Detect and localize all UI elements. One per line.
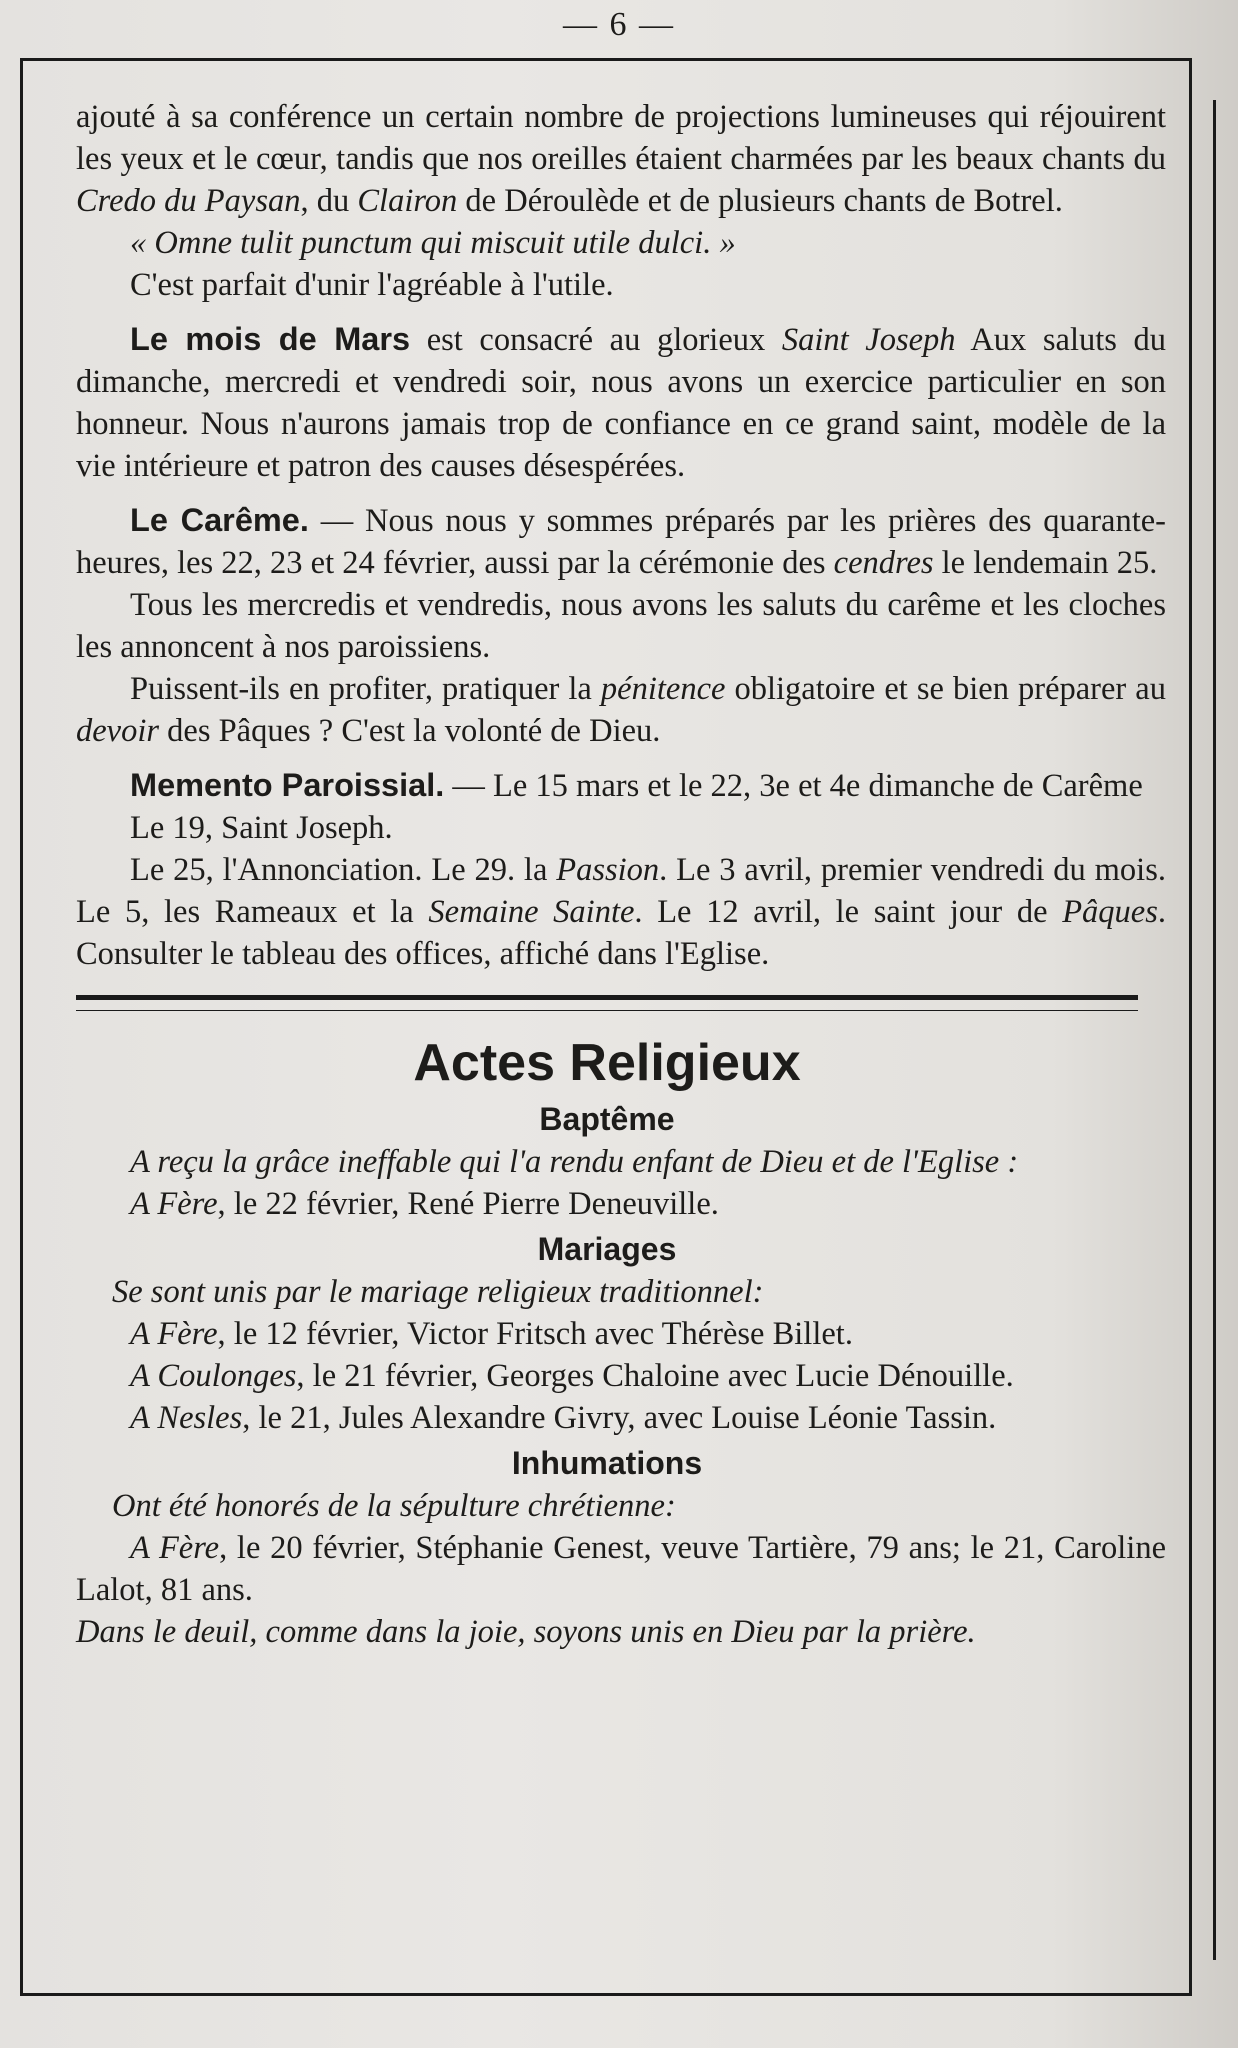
inhumations-intro: Ont été honorés de la sépulture chrétienne: (112, 1488, 676, 1524)
inhumation-entry: A Fère, le 20 février, Stéphanie Genest, veuve Tartière, 79 ans; le 21, Caroline Lalot, 81 ans. (76, 1530, 1166, 1608)
memento-paragraph: Memento Paroissial. — Le 15 mars et le 22, 3e et 4e dimanche de Carême (130, 767, 1143, 804)
mars-heading: Le mois de Mars (130, 321, 411, 357)
memento-saint-joseph: Le 19, Saint Joseph. (130, 810, 393, 846)
page-number: — 6 — (563, 6, 675, 43)
frame-right-rule (1213, 100, 1216, 1960)
careme-saluts: Tous les mercredis et vendredis, nous avons les saluts du carême et les cloches les annoncent à nos paroissiens. (76, 587, 1166, 665)
bapteme-heading: Baptême (539, 1101, 675, 1137)
closing-line: Dans le deuil, comme dans la joie, soyons unis en Dieu par la prière. (76, 1614, 976, 1650)
latin-quote: « Omne tulit punctum qui miscuit utile dulci. » (130, 225, 736, 261)
careme-penitence: Puissent-ils en profiter, pratiquer la pénitence obligatoire et se bien préparer au devoir des Pâques ? C'est la volonté de Dieu. (76, 671, 1166, 749)
mariages-intro: Se sont unis par le mariage religieux traditionnel: (112, 1274, 764, 1310)
mariage-entry: A Fère, le 12 février, Victor Fritsch avec Thérèse Billet. (130, 1316, 853, 1352)
bapteme-entry: A Fère, le 22 février, René Pierre Deneuville. (130, 1186, 719, 1222)
actes-title: Actes Religieux (413, 1034, 801, 1092)
section-divider (76, 995, 1138, 1011)
mariage-entry: A Nesles, le 21, Jules Alexandre Givry, avec Louise Léonie Tassin. (130, 1400, 997, 1436)
bapteme-intro: A reçu la grâce ineffable qui l'a rendu enfant de Dieu et de l'Eglise : (130, 1144, 1019, 1180)
careme-paragraph: Le Carême. — Nous nous y sommes préparés par les prières des quarante-heures, les 22, 23 et 24 février, aussi par la cérémonie des cendres le lendemain 25. (76, 502, 1167, 581)
intro-paragraph: ajouté à sa conférence un certain nombre de projections lumineuses qui réjouirent les yeux et le cœur, tandis que nos oreilles étaient charmées par les beaux chants du Credo du Paysan, du Clairon de Déroulède et de plusieurs chants de Botrel. (76, 99, 1166, 219)
mars-paragraph: Le mois de Mars est consacré au glorieux Saint Joseph Aux saluts du dimanche, mercredi et vendredi soir, nous avons un exercice particulier en son honneur. Nous n'aurons jamais trop de confiance en ce grand saint, modèle de la vie intérieure et patron des causes désespérées. (76, 321, 1167, 484)
mariages-heading: Mariages (537, 1231, 677, 1267)
memento-heading: Memento Paroissial. (130, 767, 445, 803)
careme-heading: Le Carême. (130, 502, 309, 538)
memento-dates: Le 25, l'Annonciation. Le 29. la Passion. Le 3 avril, premier vendredi du mois. Le 5, les Rameaux et la Semaine Sainte. Le 12 avril, le saint jour de Pâques. Consulter le tableau des offices, affiché dans l'Eglise. (76, 852, 1166, 972)
mariage-entry: A Coulonges, le 21 février, Georges Chaloine avec Lucie Dénouille. (130, 1358, 1014, 1394)
intro-remark: C'est parfait d'unir l'agréable à l'utile. (130, 267, 614, 303)
inhumations-heading: Inhumations (511, 1445, 703, 1481)
article-body (76, 96, 1166, 1653)
